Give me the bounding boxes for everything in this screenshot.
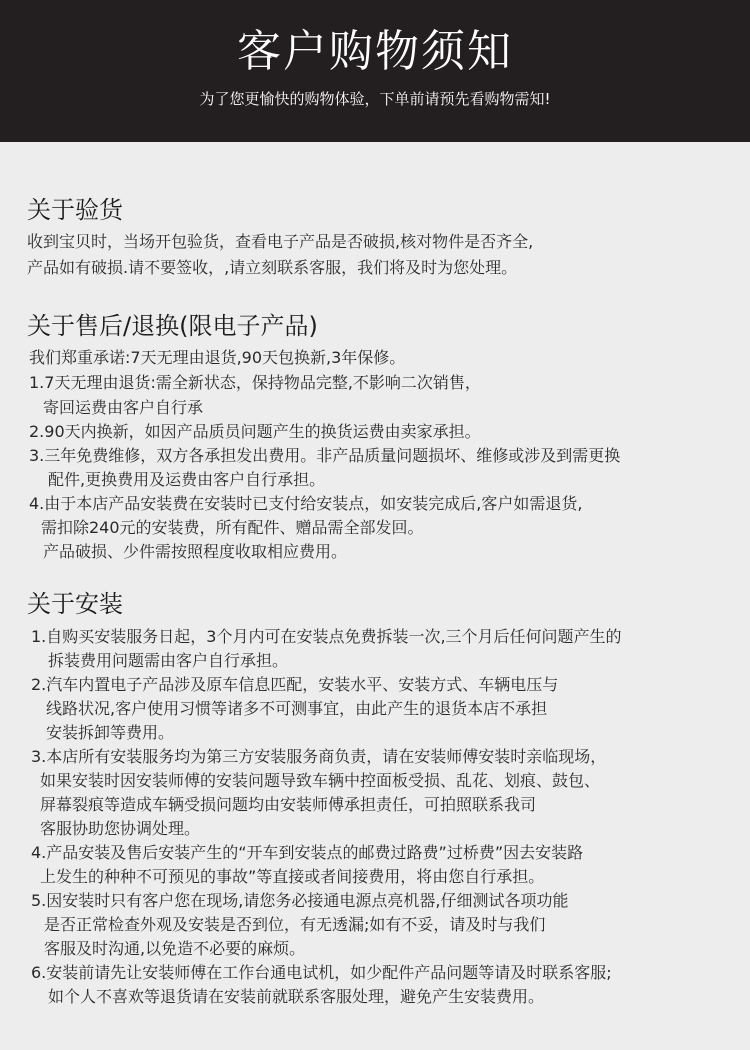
installation-line: 线路状况,客户使用习惯等诸多不可测事宜，由此产生的退货本店不承担 <box>46 699 548 718</box>
aftersales-line: 需扣除240元的安装费，所有配件、赠品需全部发回。 <box>41 518 424 537</box>
aftersales-line: 2.90天内换新，如因产品质员问题产生的换货运费由卖家承担。 <box>29 422 481 441</box>
section-heading-installation: 关于安装 <box>27 590 123 618</box>
installation-line: 6.安装前请先让安装师傅在工作台通电试机，如少配件产品问题等请及时联系客服; <box>31 963 612 982</box>
installation-line: 安装拆卸等费用。 <box>46 723 175 742</box>
installation-line: 客服及时沟通,以免造不必要的麻烦。 <box>44 939 306 958</box>
installation-line: 拆装费用问题需由客户自行承担。 <box>48 651 289 670</box>
aftersales-line: 我们郑重承诺:7天无理由退货,90天包换新,3年保修。 <box>29 348 406 367</box>
installation-line: 屏幕裂痕等造成车辆受损问题均由安装师傅承担责任，可拍照联系我司 <box>40 795 537 814</box>
page-title: 客户购物须知 <box>237 26 513 77</box>
installation-line: 3.本店所有安装服务均为第三方安装服务商负责，请在安装师傅安装时亲临现场， <box>31 747 607 766</box>
installation-line: 5.因安装时只有客户您在现场,请您务必接通电源点亮机器,仔细测试各项功能 <box>31 891 569 910</box>
installation-line: 如个人不喜欢等退货请在安装前就联系客服处理，避免产生安装费用。 <box>48 987 545 1006</box>
aftersales-line: 4.由于本店产品安装费在安装时已支付给安装点，如安装完成后,客户如需退货, <box>29 494 583 513</box>
inspection-line: 产品如有破损.请不要签收，,请立刻联系客服，我们将及时为您处理。 <box>27 258 518 277</box>
installation-line: 上发生的种种不可预见的事故”等直接或者间接费用，将由您自行承担。 <box>40 867 545 886</box>
aftersales-line: 寄回运费由客户自行承 <box>43 398 204 417</box>
installation-line: 客服协助您协调处理。 <box>40 819 201 838</box>
installation-line: 4.产品安装及售后安装产生的“开车到安装点的邮费过路费”过桥费”因去安装路 <box>31 843 584 862</box>
header-banner <box>0 0 750 142</box>
section-heading-inspection: 关于验货 <box>27 196 123 224</box>
page-subtitle: 为了您更愉快的购物体验，下单前请预先看购物需知! <box>199 90 551 108</box>
installation-line: 1.自购买安装服务日起，3个月内可在安装点免费拆装一次,三个月后任何问题产生的 <box>31 627 622 646</box>
installation-line: 2.汽车内置电子产品涉及原车信息匹配，安装水平、安装方式、车辆电压与 <box>31 675 559 694</box>
installation-line: 是否正常检查外观及安装是否到位，有无透漏;如有不妥，请及时与我们 <box>44 915 546 934</box>
inspection-line: 收到宝贝时，当场开包验货，查看电子产品是否破损,核对物件是否齐全, <box>27 232 534 251</box>
section-heading-aftersales: 关于售后/退换(限电子产品) <box>27 312 318 340</box>
aftersales-line: 3.三年免费维修，双方各承担发出费用。非产品质量问题损坏、维修或涉及到需更换 <box>29 446 621 465</box>
aftersales-line: 1.7天无理由退货:需全新状态，保持物品完整,不影响二次销售， <box>29 373 481 392</box>
aftersales-line: 配件,更换费用及运费由客户自行承担。 <box>48 470 326 489</box>
installation-line: 如果安装时因安装师傅的安装问题导致车辆中控面板受损、乱花、划痕、鼓包、 <box>40 771 601 790</box>
aftersales-line: 产品破损、少件需按照程度收取相应费用。 <box>43 542 348 561</box>
